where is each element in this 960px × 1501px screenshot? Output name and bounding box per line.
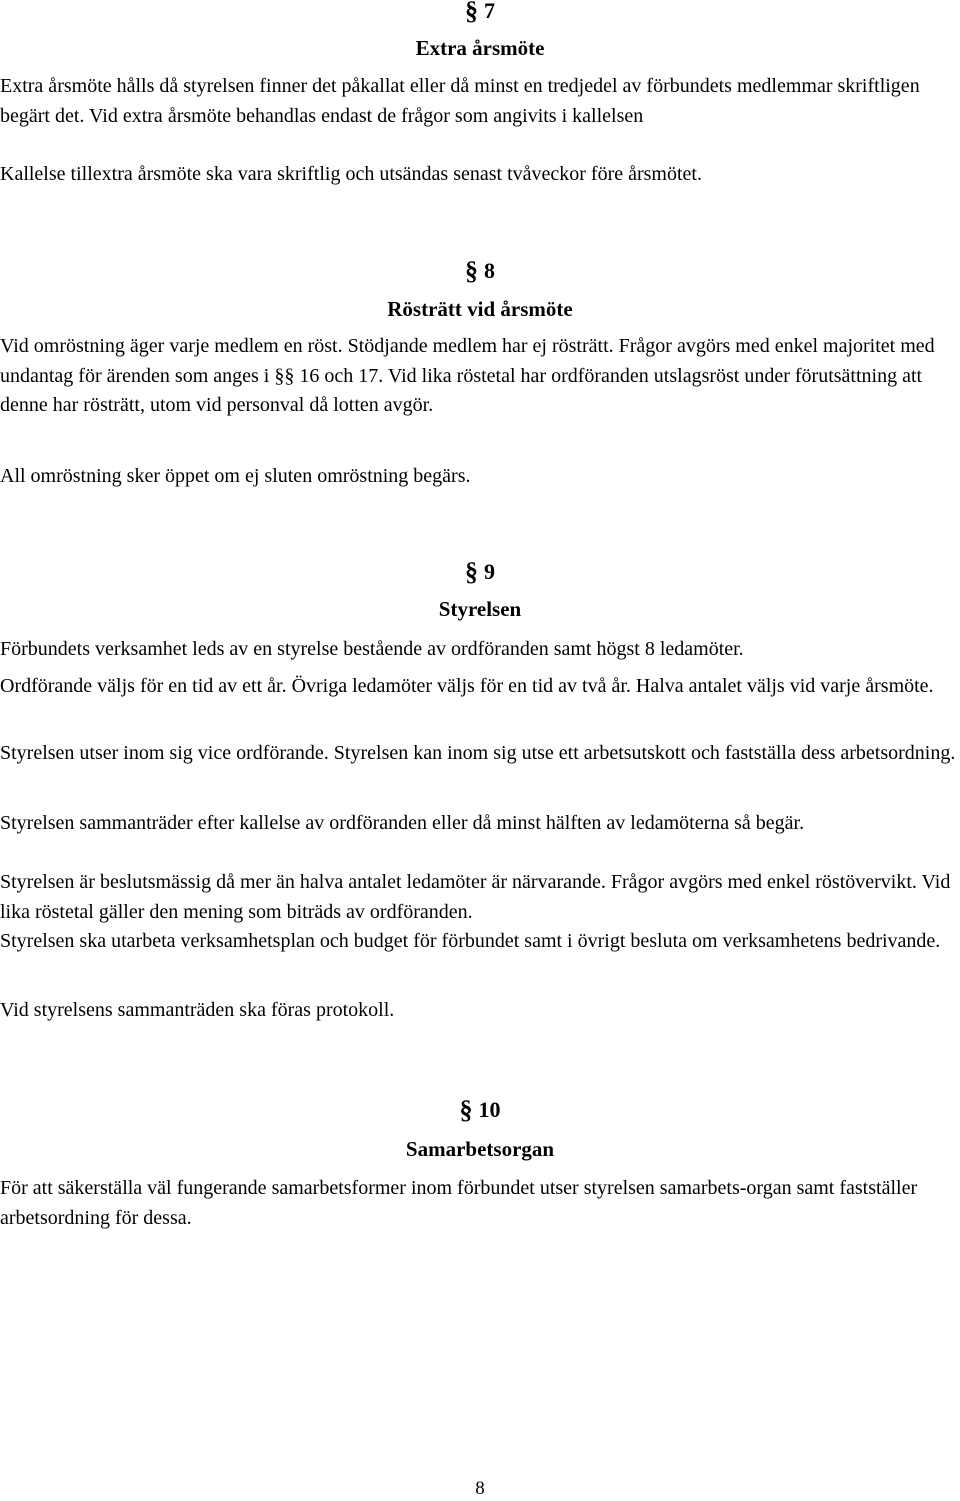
page-number: 8 [475, 1478, 485, 1499]
section-9-paragraph-5: Styrelsen är beslutsmässig då mer än halva antalet ledamöter är närvarande. Frågor avgörs med enkel röstövervikt. Vid lika röstetal gäller den mening som biträds av ordföranden. [0, 871, 951, 923]
section-9-paragraph-3: Styrelsen utser inom sig vice ordförande. Styrelsen kan inom sig utse ett arbetsutskott och fastställa dess arbetsordning. [0, 742, 956, 764]
section-sign: § [465, 0, 478, 25]
section-9-paragraph-2: Ordförande väljs för en tid av ett år. Övriga ledamöter väljs för en tid av två år. Halva antalet väljs vid varje årsmöte. [0, 675, 934, 697]
section-8-paragraph-1: Vid omröstning äger varje medlem en röst. Stödjande medlem har ej rösträtt. Frågor avgörs med enkel majoritet med undantag för ärenden som anges i §§ 16 och 17. Vid lika röstetal har ordföranden utslagsröst under förutsättning att denne har rösträtt, utom vid personval då lotten avgör. [0, 335, 935, 416]
section-9-heading [0, 557, 960, 587]
section-8-heading [0, 256, 960, 286]
section-sign: § [465, 557, 478, 586]
section-9-title: Styrelsen [438, 597, 522, 621]
section-7-heading [0, 0, 960, 26]
section-number: 8 [484, 258, 495, 283]
section-10-paragraph-1: För att säkerställa väl fungerande samarbetsformer inom förbundet utser styrelsen samarbets-organ samt fastställer arbetsordning för dessa. [0, 1177, 918, 1229]
section-9-paragraph-4: Styrelsen sammanträder efter kallelse av ordföranden eller då minst hälften av ledamöterna så begär. [0, 812, 805, 834]
section-7-title: Extra årsmöte [415, 36, 545, 60]
section-sign: § [465, 256, 478, 285]
section-7-paragraph-2: Kallelse tillextra årsmöte ska vara skriftlig och utsändas senast tvåveckor före årsmötet. [0, 163, 702, 185]
section-9-paragraph-6: Styrelsen ska utarbeta verksamhetsplan och budget för förbundet samt i övrigt besluta om verksamhetens bedrivande. [0, 930, 941, 952]
section-9-paragraph-1: Förbundets verksamhet leds av en styrelse bestående av ordföranden samt högst 8 ledamöter. [0, 638, 744, 660]
section-8-title: Rösträtt vid årsmöte [387, 297, 573, 321]
section-9-paragraph-7: Vid styrelsens sammanträden ska föras protokoll. [0, 999, 395, 1021]
section-sign: § [459, 1095, 473, 1124]
section-number: 9 [484, 559, 495, 584]
section-number: 10 [478, 1097, 501, 1122]
section-8-paragraph-2: All omröstning sker öppet om ej sluten omröstning begärs. [0, 465, 471, 487]
section-number: 7 [484, 0, 495, 23]
section-10-heading [0, 1095, 960, 1125]
section-7-paragraph-1: Extra årsmöte hålls då styrelsen finner det påkallat eller då minst en tredjedel av förbundets medlemmar skriftligen begärt det. Vid extra årsmöte behandlas endast de frågor som angivits i kallelsen [0, 75, 920, 127]
section-10-title: Samarbetsorgan [405, 1137, 555, 1161]
